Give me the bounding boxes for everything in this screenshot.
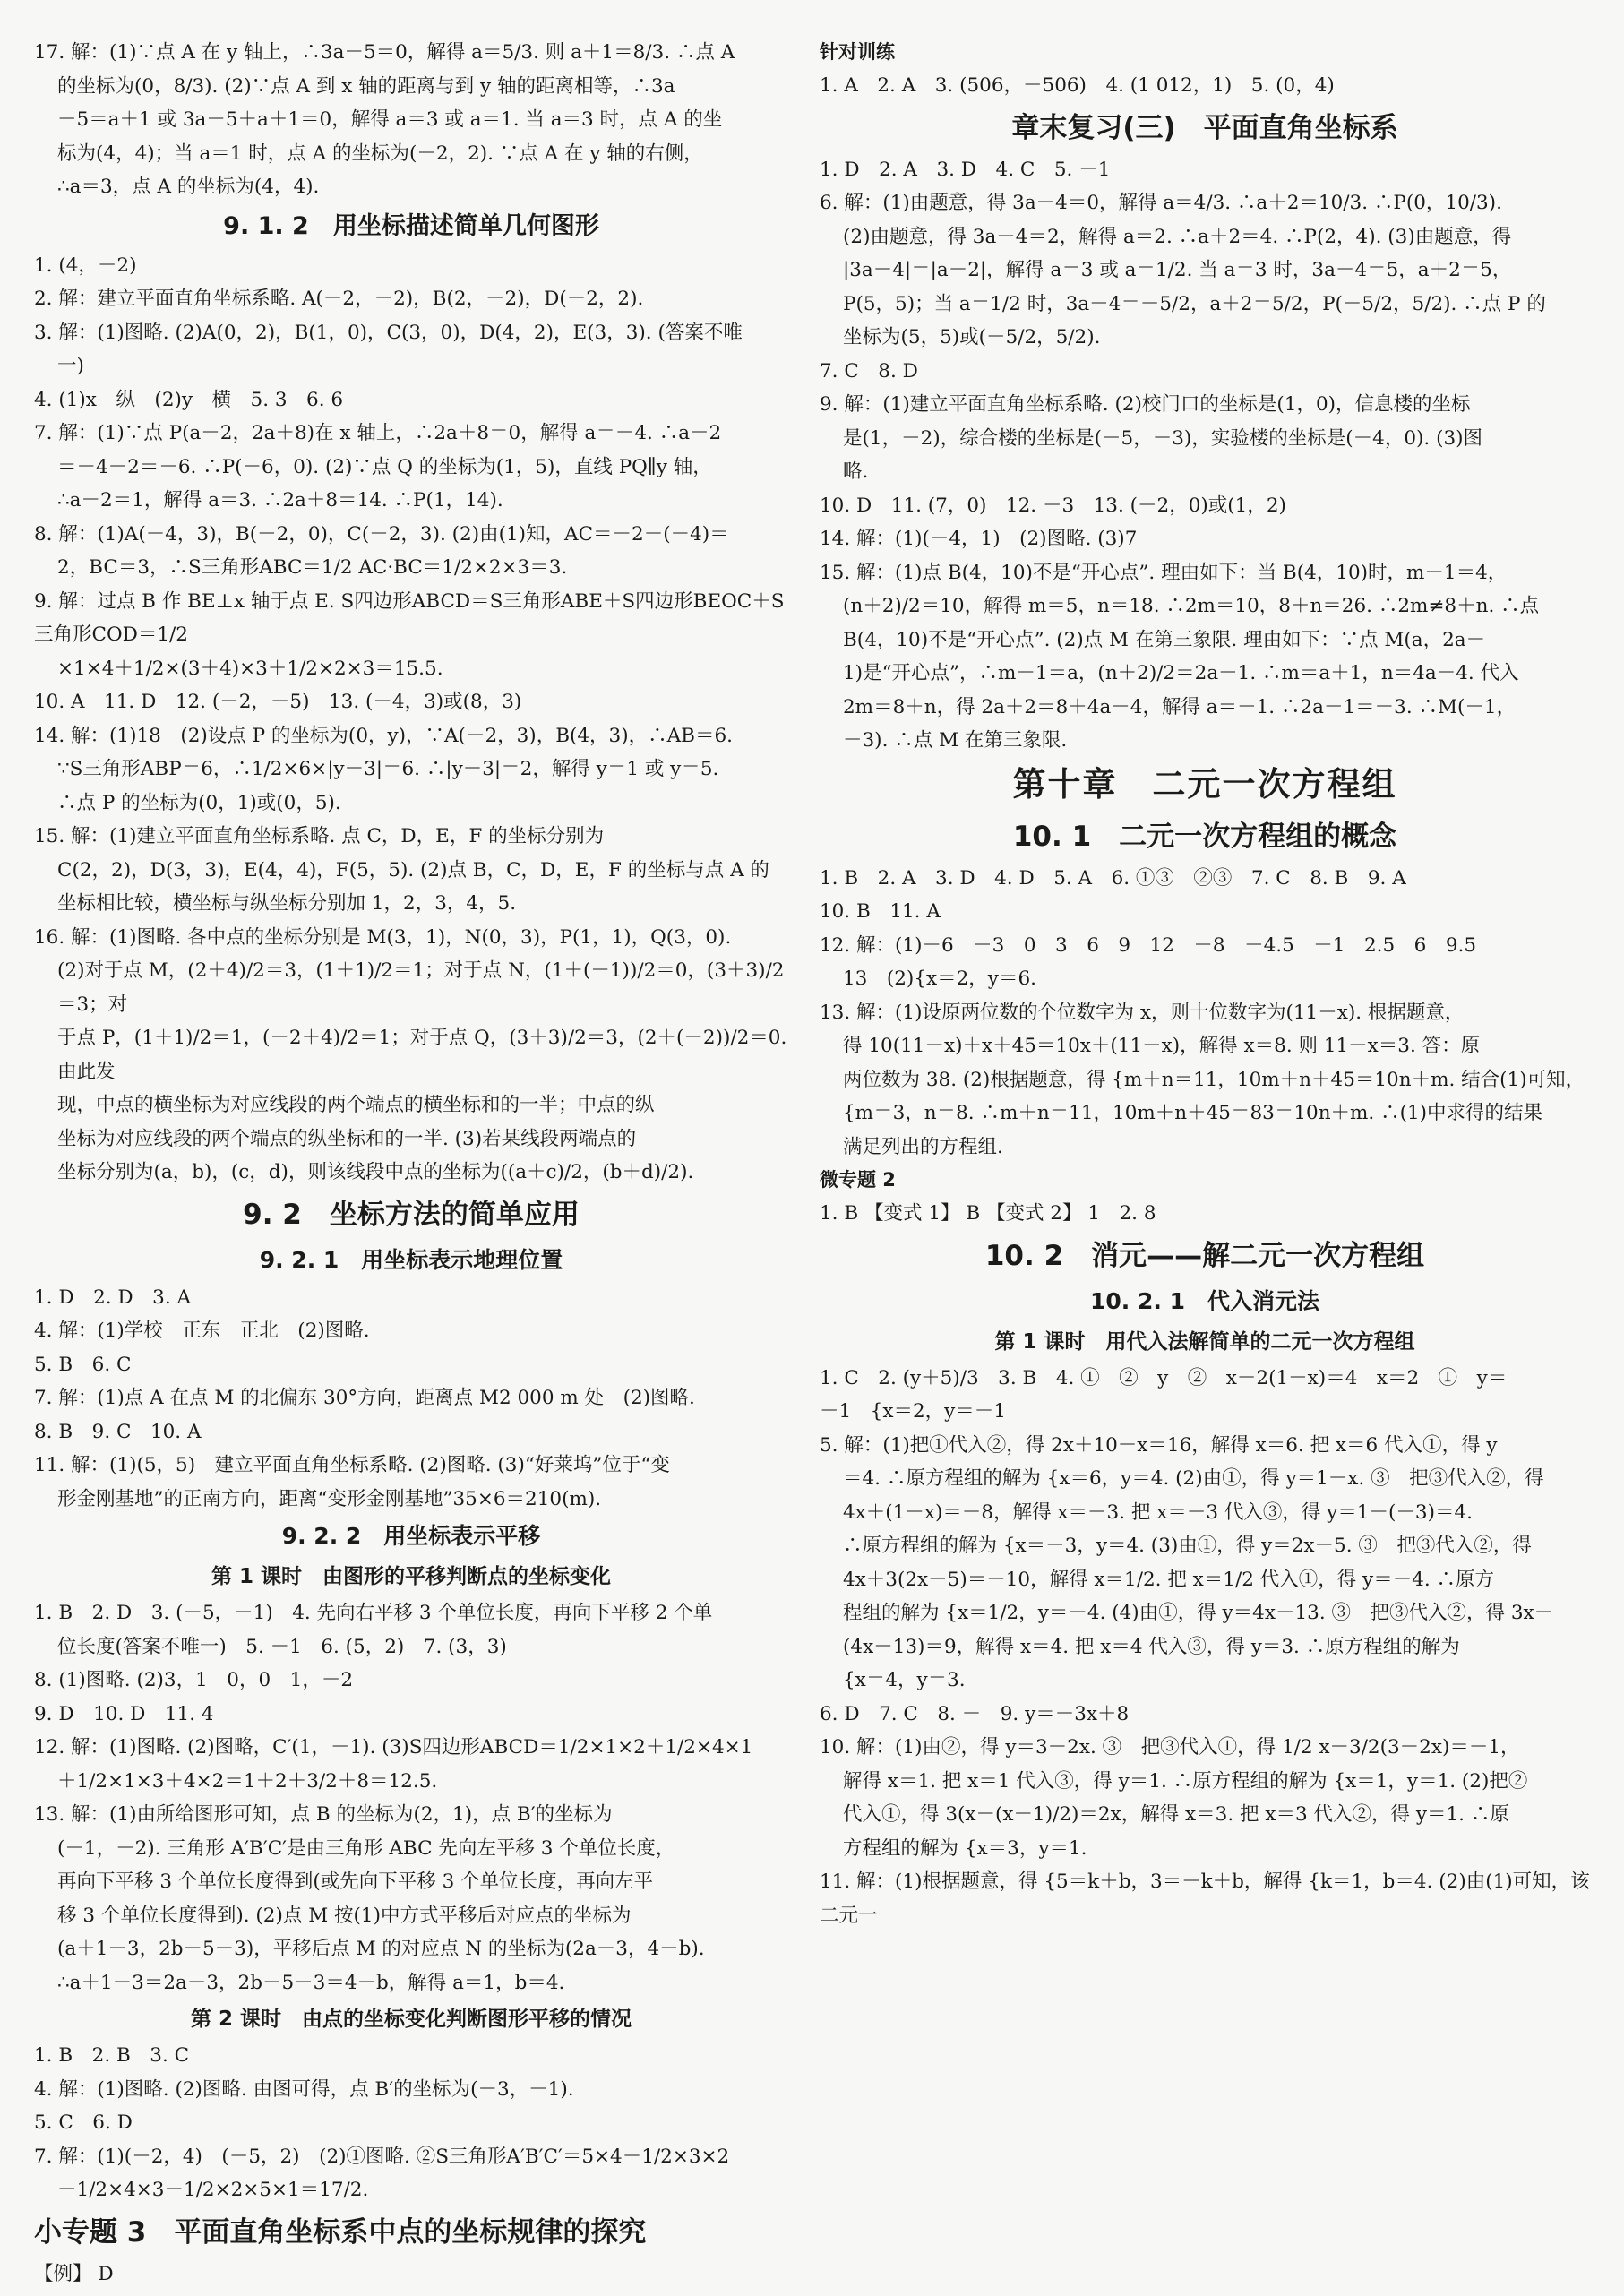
text-line: 6. 解：(1)由题意，得 3a－4＝0，解得 a＝4/3. ∴a＋2＝10/3. ∴P(0，10/3). xyxy=(820,192,1502,214)
text-line: 10. D 11. (7，0) 12. －3 13. (－2，0)或(1，2) xyxy=(820,494,1286,517)
text-line: 满足列出的方程组. xyxy=(843,1135,1003,1158)
text-line: 移 3 个单位长度得到). (2)点 M 按(1)中方式平移后对应点的坐标为 xyxy=(57,1904,632,1927)
text-line: 15. 解：(1)建立平面直角坐标系略. 点 C，D，E，F 的坐标分别为 xyxy=(34,825,605,847)
text-line: 4. (1)x 纵 (2)y 横 5. 3 6. 6 xyxy=(34,388,344,411)
section-heading-9-1-2: 9. 1. 2 用坐标描述简单几何图形 xyxy=(223,211,599,240)
text-line: 8. 解：(1)A(－4，3)，B(－2，0)，C(－2，3). (2)由(1)知，AC＝－2－(－4)＝ xyxy=(34,522,729,546)
text-line: ∵S三角形ABP＝6，∴1/2×6×|y－3|＝6. ∴|y－3|＝2，解得 y＝1 或 y＝5. xyxy=(57,758,719,780)
text-line: 5. 解：(1)把①代入②，得 2x＋10－x＝16，解得 x＝6. 把 x＝6 代入①，得 y xyxy=(820,1433,1498,1457)
section-heading-10-1: 10. 1 二元一次方程组的概念 xyxy=(1012,820,1397,853)
text-line: 14. 解：(1)18 (2)设点 P 的坐标为(0，y)，∵A(－2，3)，B(4，3)，∴AB＝6. xyxy=(34,724,733,747)
text-line: {m＝3，n＝8. ∴m＋n＝11，10m＋n＋45＝83＝10n＋m. ∴(1)中求得的结果 xyxy=(843,1102,1543,1124)
text-line: 7. 解：(1)点 A 在点 M 的北偏东 30°方向，距离点 M2 000 m 处 (2)图略. xyxy=(34,1387,695,1409)
text-line: 得 10(11－x)＋x＋45＝10x＋(11－x)，解得 x＝8. 则 11－x＝3. 答：原 xyxy=(843,1035,1481,1057)
text-line: ∴点 P 的坐标为(0，1)或(0，5). xyxy=(57,791,341,814)
text-line: 程组的解为 {x＝1/2，y＝－4. (4)由①，得 y＝4x－13. ③ 把③代入②，得 3x－ xyxy=(843,1602,1554,1624)
text-line: (－1，－2). 三角形 A′B′C′是由三角形 ABC 先向左平移 3 个单位长度， xyxy=(57,1836,675,1860)
practice-label: 针对训练 xyxy=(820,41,895,63)
answer-block-9-2-2-lesson-1 xyxy=(34,1596,788,1999)
text-line: 的坐标为(0，8/3). (2)∵点 A 到 x 轴的距离与到 y 轴的距离相等，∴3a xyxy=(57,74,675,98)
text-line: (a＋1－3，2b－5－3)，平移后点 M 的对应点 N 的坐标为(2a－3，4－b). xyxy=(57,1938,705,1960)
text-line: 4. 解：(1)图略. (2)图略. 由图可得，点 B′的坐标为(－3，－1). xyxy=(34,2077,574,2101)
text-line: 14. 解：(1)(－4，1) (2)图略. (3)7 xyxy=(820,528,1138,550)
text-line: 1. D 2. D 3. A xyxy=(34,1286,192,1309)
answer-block-9-2-1 xyxy=(34,1281,788,1517)
text-line: 形金刚基地”的正南方向，距离“变形金刚基地”35×6＝210(m). xyxy=(57,1487,602,1510)
example-answer: 【例】 D xyxy=(34,2262,114,2285)
text-line: 2，BC＝3，∴S三角形ABC＝1/2 AC·BC＝1/2×2×3＝3. xyxy=(57,556,568,579)
text-line: 5. C 6. D xyxy=(34,2111,133,2134)
text-line: |3a－4|＝|a＋2|，解得 a＝3 或 a＝1/2. 当 a＝3 时，3a－4＝5，a＋2＝5， xyxy=(843,259,1512,281)
text-line: 13. 解：(1)设原两位数的个位数字为 x，则十位数字为(11－x). 根据题意， xyxy=(820,1001,1465,1024)
text-line: 略. xyxy=(843,460,869,483)
text-line: ∴原方程组的解为 {x＝－3，y＝4. (3)由①，得 y＝2x－5. ③ 把③代入②，得 xyxy=(843,1535,1532,1557)
lesson-heading-2: 第 2 课时 由点的坐标变化判断图形平移的情况 xyxy=(190,2008,632,2031)
text-line: 1)是“开心点”，∴m－1＝a，(n＋2)/2＝2a－1. ∴m＝a＋1，n＝4a－4. 代入 xyxy=(843,662,1519,684)
lesson-heading-1: 第 1 课时 由图形的平移判断点的坐标变化 xyxy=(211,1565,612,1588)
text-line: 现，中点的横坐标为对应线段的两个端点的横坐标和的一半；中点的纵 xyxy=(57,1094,655,1116)
text-line: 10. 解：(1)由②，得 y＝3－2x. ③ 把③代入①，得 1/2 x－3/2(3－2x)＝－1， xyxy=(820,1736,1520,1759)
chapter-heading: 第十章 二元一次方程组 xyxy=(1012,764,1397,804)
text-line: 两位数为 38. (2)根据题意，得 {m＋n＝11，10m＋n＋45＝10n＋m. 结合(1)可知， xyxy=(843,1068,1585,1091)
text-line: 9. D 10. D 11. 4 xyxy=(34,1702,214,1725)
text-line: －1 {x＝2，y＝－1 xyxy=(820,1400,1006,1423)
text-line: 4x＋3(2x－5)＝－10，解得 x＝1/2. 把 x＝1/2 代入①，得 y＝－4. ∴原方 xyxy=(843,1568,1495,1591)
text-line: 8. (1)图略. (2)3，1 0，0 1，－2 xyxy=(34,1669,354,1691)
text-line: 16. 解：(1)图略. 各中点的坐标分别是 M(3，1)，N(0，3)，P(1，1)，Q(3，0). xyxy=(34,925,732,949)
text-line: 于点 P，(1＋1)/2＝1，(－2＋4)/2＝1；对于点 Q，(3＋3)/2＝3，(2＋(－2))/2＝0. 由此发 xyxy=(57,1027,787,1083)
text-line: 1. B 2. A 3. D 4. D 5. A 6. ①③ ②③ 7. C 8. B 9. A xyxy=(820,866,1406,890)
text-line: 坐标为(5，5)或(－5/2，5/2). xyxy=(843,326,1101,348)
text-line: 12. 解：(1)图略. (2)图略，C′(1，－1). (3)S四边形ABCD＝1/2×1×2＋1/2×4×1 xyxy=(34,1736,753,1759)
text-line: 6. D 7. C 8. － 9. y＝－3x＋8 xyxy=(820,1702,1130,1725)
text-line: 4x＋(1－x)＝－8，解得 x＝－3. 把 x＝－3 代入③，得 y＝1－(－3)＝4. xyxy=(843,1501,1473,1524)
text-line: 2. 解：建立平面直角坐标系略. A(－2，－2)，B(2，－2)，D(－2，2). xyxy=(34,288,644,310)
text-line: 7. 解：(1)∵点 P(a－2，2a＋8)在 x 轴上，∴2a＋8＝0，解得 a＝－4. ∴a－2 xyxy=(34,422,722,444)
text-line: 坐标为对应线段的两个端点的纵坐标和的一半. (3)若某线段两端点的 xyxy=(57,1127,637,1150)
text-line: －1/2×4×3－1/2×2×5×1＝17/2. xyxy=(57,2179,369,2201)
text-line: 1. A 2. A 3. (506，－506) 4. (1 012，1) 5. (0，4) xyxy=(820,74,1335,97)
text-line: B(4，10)不是“开心点”. (2)点 M 在第三象限. 理由如下：∵点 M(a，2a－ xyxy=(843,628,1486,651)
section-heading-9-2-1: 9. 2. 1 用坐标表示地理位置 xyxy=(259,1246,563,1273)
answer-block-q17 xyxy=(34,36,788,204)
text-line: (2)对于点 M，(2＋4)/2＝3，(1＋1)/2＝1；对于点 N，(1＋(－1))/2＝0，(3＋3)/2＝3；对 xyxy=(57,959,785,1016)
text-line: 15. 解：(1)点 B(4，10)不是“开心点”. 理由如下：当 B(4，10)时，m－1＝4， xyxy=(820,561,1508,584)
section-heading-10-2: 10. 2 消元——解二元一次方程组 xyxy=(984,1239,1425,1272)
text-line: 13. 解：(1)由所给图形可知，点 B 的坐标为(2，1)，点 B′的坐标为 xyxy=(34,1803,613,1826)
text-line: 2m＝8＋n，得 2a＋2＝8＋4a－4，解得 a＝－1. ∴2a－1＝－3. ∴M(－1， xyxy=(843,695,1517,718)
text-line: ∴a－2＝1，解得 a＝3. ∴2a＋8＝14. ∴P(1，14). xyxy=(57,489,503,512)
text-line: 代入①，得 3(x－(x－1)/2)＝2x，解得 x＝3. 把 x＝3 代入②，得 y＝1. ∴原 xyxy=(843,1803,1509,1826)
text-line: 17. 解：(1)∵点 A 在 y 轴上，∴3a－5＝0，解得 a＝5/3. 则 a＋1＝8/3. ∴点 A xyxy=(34,41,735,64)
section-heading-9-2: 9. 2 坐标方法的简单应用 xyxy=(243,1198,580,1231)
text-line: 5. B 6. C xyxy=(34,1353,132,1376)
text-line: (n＋2)/2＝10，解得 m＝5，n＝18. ∴2m＝10，8＋n＝26. ∴2m≠8＋n. ∴点 xyxy=(843,595,1540,617)
text-line: 是(1，－2)，综合楼的坐标是(－5，－3)，实验楼的坐标是(－4，0). (3)图 xyxy=(843,426,1483,450)
text-line: C(2，2)，D(3，3)，E(4，4)，F(5，5). (2)点 B，C，D，E，F 的坐标与点 A 的 xyxy=(57,858,769,881)
text-line: 13 (2){x＝2，y＝6. xyxy=(843,967,1036,990)
text-line: －5＝a＋1 或 3a－5＋a＋1＝0，解得 a＝3 或 a＝1. 当 a＝3 时，点 A 的坐 xyxy=(57,108,723,131)
text-line: ＝4. ∴原方程组的解为 {x＝6，y＝4. (2)由①，得 y＝1－x. ③ 把③代入②，得 xyxy=(843,1467,1544,1490)
text-line: ∴a＝3，点 A 的坐标为(4，4). xyxy=(57,176,320,198)
text-line: ×1×4＋1/2×(3＋4)×3＋1/2×2×3＝15.5. xyxy=(57,657,443,680)
text-line: 10. A 11. D 12. (－2，－5) 13. (－4，3)或(8，3) xyxy=(34,691,522,713)
micro-topic-label: 微专题 2 xyxy=(820,1169,896,1191)
section-heading-9-2-2: 9. 2. 2 用坐标表示平移 xyxy=(281,1523,541,1549)
text-line: 坐标相比较，横坐标与纵坐标分别加 1，2，3，4，5. xyxy=(57,892,517,915)
text-line: 3. 解：(1)图略. (2)A(0，2)，B(1，0)，C(3，0)，D(4，2)，E(3，3). (答案不唯 xyxy=(34,321,743,344)
text-line: 4. 解：(1)学校 正东 正北 (2)图略. xyxy=(34,1320,370,1342)
text-line: 10. B 11. A xyxy=(820,900,941,923)
text-line: 坐标分别为(a，b)，(c，d)，则该线段中点的坐标为((a＋c)/2，(b＋d)/2). xyxy=(57,1161,694,1183)
text-line: 9. 解：(1)建立平面直角坐标系略. (2)校门口的坐标是(1，0)，信息楼的坐标 xyxy=(820,393,1471,416)
text-line: (2)由题意，得 3a－4＝2，解得 a＝2. ∴a＋2＝4. ∴P(2，4). (3)由题意，得 xyxy=(843,225,1512,248)
text-line: 解得 x＝1. 把 x＝1 代入③，得 y＝1. ∴原方程组的解为 {x＝1，y＝1. (2)把② xyxy=(843,1769,1528,1793)
text-line: 8. B 9. C 10. A xyxy=(34,1420,202,1443)
answer-block-9-2-2-lesson-2 xyxy=(34,2039,788,2207)
answer-block-10-1 xyxy=(820,862,1590,1165)
text-line: 位长度(答案不唯一) 5. －1 6. (5，2) 7. (3，3) xyxy=(57,1635,507,1658)
text-line: －3). ∴点 M 在第三象限. xyxy=(843,729,1068,752)
text-line: {x＝4，y＝3. xyxy=(843,1669,966,1691)
answer-block-10-2-1 xyxy=(820,1362,1590,1933)
right-column xyxy=(820,36,1590,1932)
answer-block-9-1-2 xyxy=(34,249,788,1190)
answer-block-review xyxy=(820,153,1590,758)
text-line: 1. C 2. (y＋5)/3 3. B 4. ① ② y ② x－2(1－x)＝4 x＝2 ① y＝ xyxy=(820,1366,1508,1389)
text-line: 1. (4，－2) xyxy=(34,254,137,277)
text-line: ＋1/2×1×3＋4×2＝1＋2＋3/2＋8＝12.5. xyxy=(57,1769,438,1793)
text-line: 方程组的解为 {x＝3，y＝1. xyxy=(843,1836,1087,1860)
text-line: 12. 解：(1)－6 －3 0 3 6 9 12 －8 －4.5 －1 2.5 6 9.5 xyxy=(820,933,1477,957)
text-line: 1. D 2. A 3. D 4. C 5. －1 xyxy=(820,158,1111,181)
text-line: 11. 解：(1)(5，5) 建立平面直角坐标系略. (2)图略. (3)“好莱坞”位于“变 xyxy=(34,1454,670,1476)
text-line: 7. C 8. D xyxy=(820,359,918,383)
text-line: ＝－4－2＝－6. ∴P(－6，0). (2)∵点 Q 的坐标为(1，5)，直线 PQ∥y 轴， xyxy=(57,455,712,478)
text-line: 11. 解：(1)根据题意，得 {5＝k＋b，3＝－k＋b，解得 {k＝1，b＝4. (2)由(1)可知，该二元一 xyxy=(820,1870,1590,1927)
topic-heading-3: 小专题 3 平面直角坐标系中点的坐标规律的探究 xyxy=(34,2215,647,2249)
text-line: 1. B 【变式 1】 B 【变式 2】 1 2. 8 xyxy=(820,1202,1156,1225)
chapter-review-heading: 章末复习(三) 平面直角坐标系 xyxy=(1011,111,1398,144)
text-line: 1. B 2. D 3. (－5，－1) 4. 先向右平移 3 个单位长度，再向下平移 2 个单 xyxy=(34,1602,713,1624)
text-line: 9. 解：过点 B 作 BE⊥x 轴于点 E. S四边形ABCD＝S三角形ABE＋S四边形BEOC＋S三角形COD＝1/2 xyxy=(34,589,785,646)
text-line: 7. 解：(1)(－2，4) (－5，2) (2)①图略. ②S三角形A′B′C′＝5×4－1/2×3×2 xyxy=(34,2145,730,2168)
lesson-heading-10-2-1: 第 1 课时 用代入法解简单的二元一次方程组 xyxy=(994,1329,1415,1354)
section-heading-10-2-1: 10. 2. 1 代入消元法 xyxy=(1090,1287,1319,1314)
text-line: 一) xyxy=(57,355,84,377)
text-line: ∴a＋1－3＝2a－3，2b－5－3＝4－b，解得 a＝1，b＝4. xyxy=(57,1971,565,1994)
text-line: P(5，5)；当 a＝1/2 时，3a－4＝－5/2，a＋2＝5/2，P(－5/2，5/2). ∴点 P 的 xyxy=(843,292,1546,315)
text-line: 标为(4，4)；当 a＝1 时，点 A 的坐标为(－2，2). ∵点 A 在 y 轴的右侧， xyxy=(57,142,703,165)
left-column xyxy=(34,36,788,2291)
text-line: (4x－13)＝9，解得 x＝4. 把 x＝4 代入③，得 y＝3. ∴原方程组的解为 xyxy=(843,1635,1460,1658)
text-line: 再向下平移 3 个单位长度得到(或先向下平移 3 个单位长度，再向左平 xyxy=(57,1870,654,1893)
text-line: 1. B 2. B 3. C xyxy=(34,2044,190,2067)
